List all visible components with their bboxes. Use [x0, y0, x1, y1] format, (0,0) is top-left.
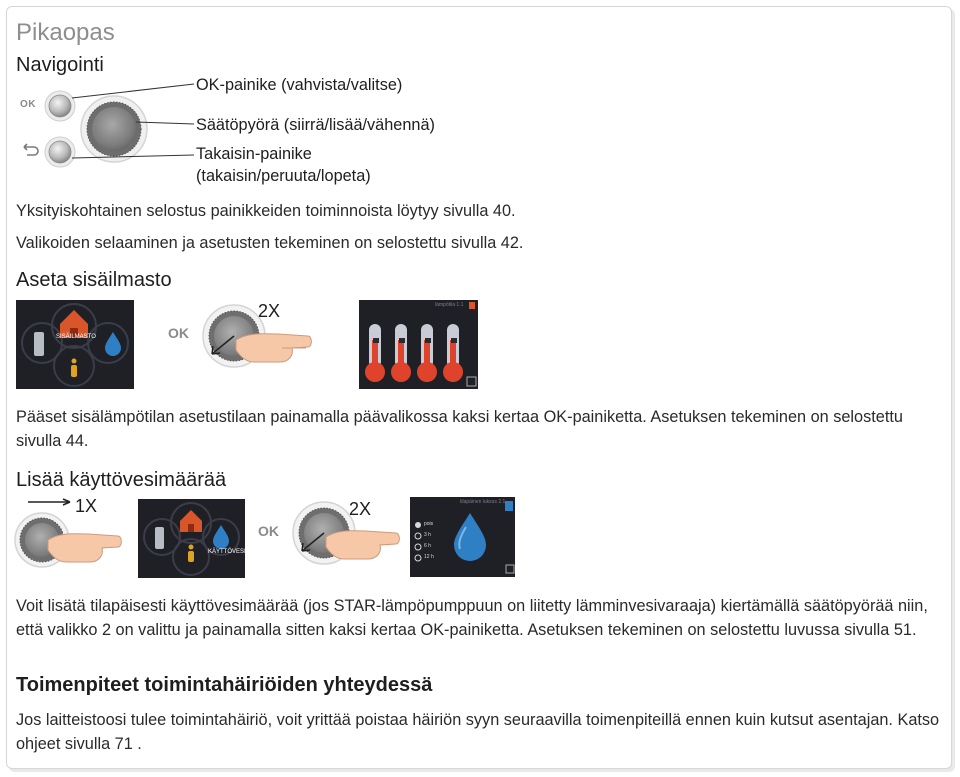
back-button-sublabel: (takaisin/peruuta/lopeta) [196, 167, 371, 185]
hotwater-screen-header: tilapäinen luksus 2.1 [460, 499, 506, 505]
ok-button [49, 95, 71, 117]
dial-knob [92, 107, 136, 151]
option-radio-selected [415, 522, 421, 528]
troubleshooting-heading: Toimenpiteet toimintahäiriöiden yhteydessä [16, 674, 433, 696]
option-radio [415, 544, 421, 550]
hotwater-ok-icon: OK [258, 523, 279, 539]
indoor-paragraph: Pääset sisälämpötilan asetustilaan painamalla päävalikossa kaksi kertaa OK-painiketta. Asetuksen tekeminen on selostettu sivulla 44. [16, 408, 903, 450]
intro-line-1: Yksityiskohtainen selostus painikkeiden toiminnoista löytyy sivulla 40. [16, 202, 516, 220]
option-label: 6 h [424, 543, 431, 549]
thermometer-icon [391, 324, 411, 382]
back-button [49, 141, 71, 163]
temperature-screen-header: lämpötila 1.1 [435, 302, 464, 308]
intro-line-2: Valikoiden selaaminen ja asetusten tekeminen on selostettu sivulla 42. [16, 234, 524, 252]
indoor-menu-screen [16, 300, 134, 389]
option-label: 3 h [424, 532, 431, 538]
drop-icon [213, 525, 229, 549]
hotwater-dial-turn-figure [14, 494, 126, 570]
back-button-label: Takaisin-painike [196, 145, 312, 163]
ok-leader-line [72, 84, 194, 98]
option-label: 12 h [424, 554, 434, 560]
hand-icon [326, 531, 399, 559]
indoor-heading: Aseta sisäilmasto [16, 269, 172, 291]
large-drop-icon [454, 513, 486, 561]
radiator-icon [155, 527, 164, 549]
drop-icon [105, 332, 121, 356]
ok-icon: OK [20, 99, 36, 110]
indoor-ok-icon: OK [168, 325, 189, 341]
house-icon [180, 510, 202, 532]
hotwater-menu-screen [138, 499, 245, 578]
indoor-dial-press-figure [196, 300, 316, 368]
navigation-heading: Navigointi [16, 54, 104, 76]
hand-icon [48, 534, 121, 562]
hotwater-heading: Lisää käyttövesimäärää [16, 469, 227, 491]
hotwater-turn-count: 1X [75, 496, 98, 516]
thermometer-icon [365, 324, 385, 382]
troubleshooting-paragraph: Jos laitteistoosi tulee toimintahäiriö, voit yrittää poistaa häiriön syyn seuraavilla toimenpiteillä ennen kuin kutsut asentajan. Katso ohjeet sivulla 71 . [16, 711, 940, 753]
ok-button-label: OK-painike (vahvista/valitse) [196, 76, 403, 94]
hotwater-menu-label: KÄYTTÖVESI [208, 549, 246, 555]
indoor-menu-label: SISÄILMASTO [56, 334, 96, 340]
radiator-icon [34, 332, 44, 356]
dial-label: Säätöpyörä (siirrä/lisää/vähennä) [196, 116, 435, 134]
option-label: pois [424, 521, 434, 527]
thermometer-icon [443, 324, 463, 382]
hotwater-dial-press-figure [288, 497, 404, 565]
hotwater-options-screen [410, 497, 515, 577]
temperature-screen [359, 300, 478, 389]
indoor-press-count: 2X [258, 301, 281, 321]
navigation-controls-figure [14, 82, 214, 182]
option-radio [415, 533, 421, 539]
page-title: Pikaopas [16, 19, 115, 46]
info-icon [71, 359, 77, 378]
hotwater-paragraph: Voit lisätä tilapäisesti käyttövesimäärää (jos STAR-lämpöpumppuun on liitetty lämminvesivaraaja) kiertämällä säätöpyörää niin, että valikko 2 on valittu ja painamalla sitten kaksi kertaa OK-painiketta. Asetuksen tekeminen on selostettu luvussa sivulla 51. [16, 597, 928, 639]
info-icon [188, 545, 194, 563]
option-radio [415, 555, 421, 561]
hotwater-press-count: 2X [349, 499, 372, 519]
thermometer-icon [417, 324, 437, 382]
